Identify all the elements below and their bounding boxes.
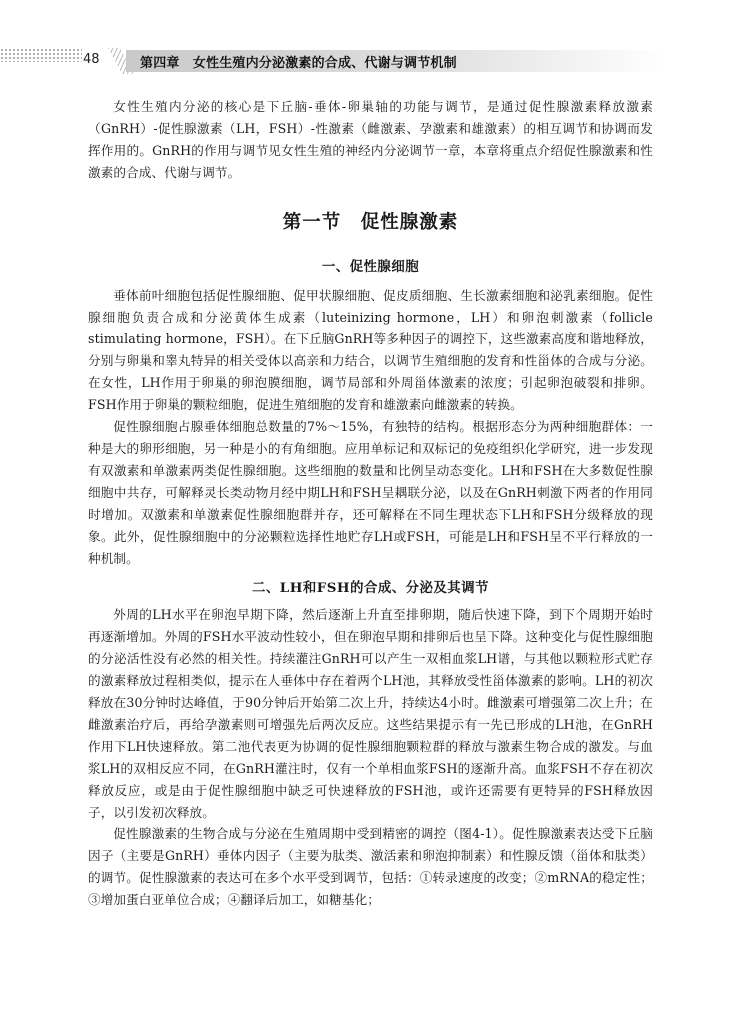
page-number: 48 (83, 52, 100, 67)
body-paragraph: 垂体前叶细胞包括促性腺细胞、促甲状腺细胞、促皮质细胞、生长激素细胞和泌乳素细胞。促性腺细胞负责合成和分泌黄体生成素（luteinizing hormone，LH）和卵泡刺激素（follicle stimulating hormone，FSH）。在下丘脑GnRH等多种因子的调控下，这些激素高度和谐地释放，分别与卵巢和睾丸特异的相关受体以高亲和力结合，以调节生殖细胞的发育和性甾体的合成与分泌。在女性，LH作用于卵巢的卵泡膜细胞，调节局部和外周甾体激素的浓度；引起卵泡破裂和排卵。FSH作用于卵巢的颗粒细胞，促进生殖细胞的发育和雄激素向雌激素的转换。 (88, 287, 653, 413)
subsection-title-gonadotropes: 一、促性腺细胞 (321, 258, 420, 275)
body-paragraph: 促性腺细胞占腺垂体细胞总数量的7%～15%，有独特的结构。根据形态分为两种细胞群体：一种是大的卵形细胞，另一种是小的有角细胞。应用单标记和双标记的免疫组织化学研究，进一步发现有双激素和单激素两类促性腺细胞。这些细胞的数量和比例呈动态变化。LH和FSH在大多数促性腺细胞中共存，可解释灵长类动物月经中期LH和FSH呈耦联分泌，以及在GnRH刺激下两者的作用同时增加。双激素和单激素促性腺细胞群并存，还可解释在不同生理状态下LH和FSH分级释放的现象。此外，促性腺细胞中的分泌颗粒选择性地贮存LH或FSH，可能是LH和FSH呈不平行释放的一种机制。 (88, 419, 653, 566)
dot-pattern-decoration (0, 48, 82, 62)
section-title: 第一节 促性腺激素 (282, 211, 459, 233)
intro-paragraph: 女性生殖内分泌的核心是下丘脑-垂体-卵巢轴的功能与调节，是通过促性腺激素释放激素（GnRH）-促性腺激素（LH，FSH）-性激素（雌激素、孕激素和雄激素）的相互调节和协调而发挥作用的。GnRH的作用与调节见女性生殖的神经内分泌调节一章，本章将重点介绍促性腺激素和性激素的合成、代谢与调节。 (88, 99, 653, 180)
subsection-title-lh-fsh: 二、LH和FSH的合成、分泌及其调节 (252, 580, 489, 597)
page-body (88, 96, 653, 911)
chapter-title: 第四章 女性生殖内分泌激素的合成、代谢与调节机制 (140, 56, 457, 71)
body-paragraph: 促性腺激素的生物合成与分泌在生殖周期中受到精密的调控（图4-1）。促性腺激素表达受下丘脑因子（主要是GnRH）垂体内因子（主要为肽类、激活素和卵泡抑制素）和性腺反馈（甾体和肽类）的调节。促性腺激素的表达可在多个水平受到调节，包括：①转录速度的改变；②mRNA的稳定性；③增加蛋白亚单位合成；④翻译后加工，如糖基化； (88, 826, 653, 908)
page-header (0, 38, 750, 74)
body-paragraph: 外周的LH水平在卵泡早期下降，然后逐渐上升直至排卵期，随后快速下降，到下个周期开始时再逐渐增加。外周的FSH水平波动性较小，但在卵泡早期和排卵后也呈下降。这种变化与促性腺细胞的分泌活性没有必然的相关性。持续灌注GnRH可以产生一双相血浆LH谱，与其他以颗粒形式贮存的激素释放过程相类似，提示在人垂体中存在着两个LH池，其释放受性甾体激素的影响。LH的初次释放在30分钟时达峰值，于90分钟后开始第二次上升，持续达4小时。雌激素可增强第二次上升；在雌激素治疗后，再给孕激素则可增强先后两次反应。这些结果提示有一先已形成的LH池，在GnRH作用下LH快速释放。第二池代表更为协调的促性腺细胞颗粒群的释放与激素生物合成的激发。与血浆LH的双相反应不同，在GnRH灌注时，仅有一个单相血浆FSH的逐渐升高。血浆FSH不存在初次释放反应，或是由于促性腺细胞中缺乏可快速释放的FSH池，或许还需要有更特异的FSH释放因子，以引发初次释放。 (88, 607, 653, 820)
